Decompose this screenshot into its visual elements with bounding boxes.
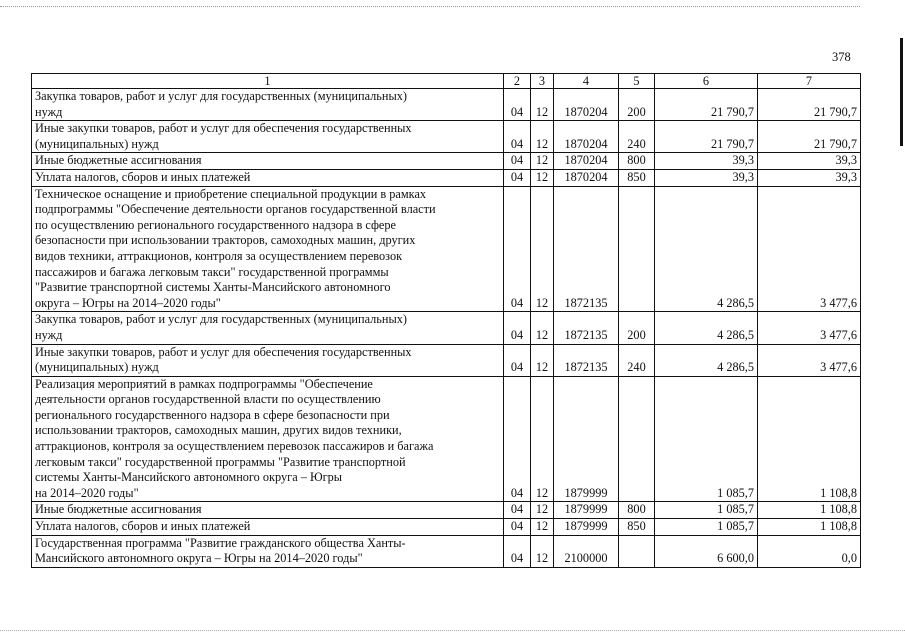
row-name-cell: Техническое оснащение и приобретение специальной продукции в рамках подпрограммы "Обеспечение деятельности органов государственной власти по осуществлению регионального государственного надзора в сфере безопасности при использовании тракторов, самоходных машин, других видов техники, аттракционов, контроля за осуществлением перевозок пассажиров и багажа легковым такси" государственной программы "Развитие транспортной системы Ханты-Мансийского автономного округа – Югры на 2014–2020 годы" [32,186,504,312]
row-amount-2015-cell: 21 790,7 [655,121,758,153]
row-target-article-cell: 1879999 [554,519,619,536]
row-subsection-cell: 12 [531,312,554,344]
row-subsection-cell: 12 [531,344,554,376]
row-expense-type-cell: 800 [619,153,655,170]
table-row [32,169,861,186]
row-subsection-cell: 12 [531,376,554,502]
row-target-article-cell: 1872135 [554,344,619,376]
row-amount-2016-cell: 3 477,6 [758,344,861,376]
row-subsection-cell: 12 [531,519,554,536]
row-target-article-cell: 1870204 [554,89,619,121]
row-amount-2015-cell: 4 286,5 [655,344,758,376]
row-amount-2016-cell: 21 790,7 [758,121,861,153]
row-amount-2015-cell: 21 790,7 [655,89,758,121]
row-amount-2015-cell: 1 085,7 [655,376,758,502]
row-section-cell: 04 [504,186,531,312]
row-amount-2015-cell: 4 286,5 [655,186,758,312]
row-section-cell: 04 [504,89,531,121]
row-amount-2015-cell: 1 085,7 [655,519,758,536]
row-name-cell: Иные бюджетные ассигнования [32,153,504,170]
scan-artifact-bottom [0,630,905,631]
row-target-article-cell: 1879999 [554,502,619,519]
row-target-article-cell: 1872135 [554,186,619,312]
table-body [32,89,861,568]
row-expense-type-cell [619,186,655,312]
header-col-2: 2 [504,74,531,89]
row-amount-2016-cell: 39,3 [758,169,861,186]
header-col-6: 6 [655,74,758,89]
row-section-cell: 04 [504,344,531,376]
table-row [32,376,861,502]
row-subsection-cell: 12 [531,89,554,121]
row-section-cell: 04 [504,535,531,567]
row-expense-type-cell: 240 [619,344,655,376]
row-section-cell: 04 [504,519,531,536]
row-amount-2016-cell: 3 477,6 [758,186,861,312]
row-section-cell: 04 [504,376,531,502]
header-col-3: 3 [531,74,554,89]
row-amount-2016-cell: 21 790,7 [758,89,861,121]
row-expense-type-cell: 850 [619,169,655,186]
table-row [32,186,861,312]
row-target-article-cell: 2100000 [554,535,619,567]
table-row [32,153,861,170]
row-expense-type-cell: 200 [619,312,655,344]
table-row [32,121,861,153]
row-amount-2016-cell: 0,0 [758,535,861,567]
row-subsection-cell: 12 [531,153,554,170]
row-subsection-cell: 12 [531,502,554,519]
table-row [32,502,861,519]
row-expense-type-cell [619,376,655,502]
row-name-cell: Уплата налогов, сборов и иных платежей [32,519,504,536]
row-amount-2015-cell: 39,3 [655,169,758,186]
header-col-1: 1 [32,74,504,89]
row-amount-2015-cell: 1 085,7 [655,502,758,519]
header-col-4: 4 [554,74,619,89]
row-section-cell: 04 [504,312,531,344]
row-section-cell: 04 [504,169,531,186]
row-name-cell: Закупка товаров, работ и услуг для государственных (муниципальных) нужд [32,89,504,121]
row-subsection-cell: 12 [531,121,554,153]
row-expense-type-cell: 850 [619,519,655,536]
row-name-cell: Иные закупки товаров, работ и услуг для обеспечения государственных (муниципальных) нужд [32,344,504,376]
row-target-article-cell: 1870204 [554,169,619,186]
row-subsection-cell: 12 [531,186,554,312]
header-col-5: 5 [619,74,655,89]
header-col-7: 7 [758,74,861,89]
row-amount-2015-cell: 4 286,5 [655,312,758,344]
table-row [32,535,861,567]
row-name-cell: Закупка товаров, работ и услуг для государственных (муниципальных) нужд [32,312,504,344]
row-target-article-cell: 1870204 [554,121,619,153]
row-name-cell: Уплата налогов, сборов и иных платежей [32,169,504,186]
row-expense-type-cell: 800 [619,502,655,519]
row-section-cell: 04 [504,121,531,153]
row-section-cell: 04 [504,153,531,170]
table-row [32,312,861,344]
row-amount-2016-cell: 3 477,6 [758,312,861,344]
budget-table [31,73,861,568]
row-expense-type-cell: 200 [619,89,655,121]
row-expense-type-cell [619,535,655,567]
row-amount-2015-cell: 6 600,0 [655,535,758,567]
scan-artifact-top [0,6,860,7]
row-amount-2016-cell: 1 108,8 [758,502,861,519]
table-header-row [32,74,861,89]
row-amount-2016-cell: 1 108,8 [758,376,861,502]
row-subsection-cell: 12 [531,535,554,567]
row-target-article-cell: 1879999 [554,376,619,502]
row-expense-type-cell: 240 [619,121,655,153]
row-amount-2016-cell: 39,3 [758,153,861,170]
row-name-cell: Государственная программа "Развитие гражданского общества Ханты- Мансийского автономного округа – Югры на 2014–2020 годы" [32,535,504,567]
row-subsection-cell: 12 [531,169,554,186]
page-number: 378 [832,50,851,64]
row-target-article-cell: 1872135 [554,312,619,344]
row-name-cell: Реализация мероприятий в рамках подпрограммы "Обеспечение деятельности органов государственной власти по осуществлению регионального государственного надзора в сфере безопасности при использовании тракторов, самоходных машин, других видов техники, аттракционов, контроля за осуществлением перевозок пассажиров и багажа легковым такси" государственной программы "Развитие транспортной системы Ханты-Мансийского автономного округа – Югры на 2014–2020 годы" [32,376,504,502]
row-amount-2015-cell: 39,3 [655,153,758,170]
table-row [32,344,861,376]
table-row [32,519,861,536]
row-section-cell: 04 [504,502,531,519]
table-row [32,89,861,121]
row-amount-2016-cell: 1 108,8 [758,519,861,536]
scan-edge-mark [900,38,903,146]
row-target-article-cell: 1870204 [554,153,619,170]
row-name-cell: Иные бюджетные ассигнования [32,502,504,519]
row-name-cell: Иные закупки товаров, работ и услуг для обеспечения государственных (муниципальных) нужд [32,121,504,153]
